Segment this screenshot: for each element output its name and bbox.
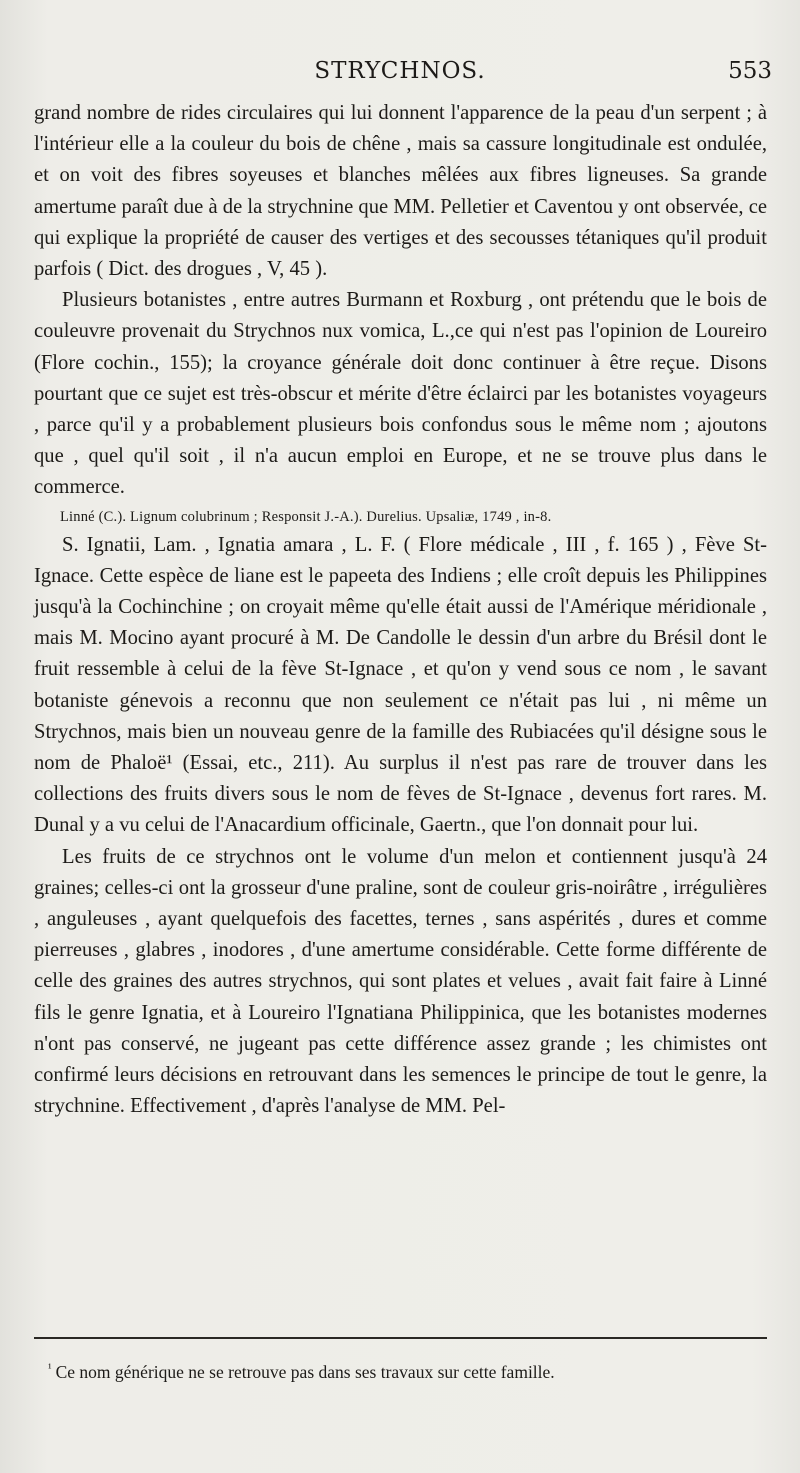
footnote-text: Ce nom générique ne se retrouve pas dans ses travaux sur cette famille.: [55, 1362, 555, 1382]
paragraph-1: grand nombre de rides circulaires qui lui donnent l'apparence de la peau d'un serpent ; à l'intérieur elle a la couleur du bois de chêne , mais sa cassure longitudinale est ondulée, et on voit des fibres soyeuses et blanches mêlées aux fibres ligneuses. Sa grande amertume paraît due à de la strychnine que MM. Pelletier et Caventou y ont observée, ce qui explique la propriété de causer des vertiges et des secousses tétaniques qu'il produit parfois ( Dict. des drogues , V, 45 ).: [34, 102, 767, 281]
running-head: [0, 58, 800, 92]
paragraph-3: S. Ignatii, Lam. , Ignatia amara , L. F. ( Flore médicale , III , f. 165 ) , Fève St-Ignace. Cette espèce de liane est le papeeta des Indiens ; elle croît depuis les Philippines jusqu'à la Cochinchine ; on croyait même qu'elle était aussi de l'Amérique méridionale , mais M. Mocino ayant procuré à M. De Candolle le dessin d'un arbre du Brésil dont le fruit ressemble à celui de la fève St-Ignace , et qu'on y vend sous ce nom , le savant botaniste génevois a reconnu que non seulement ce n'était pas lui , ni même un Strychnos, mais bien un nouveau genre de la famille des Rubiacées qu'il désigne sous le nom de Phaloë¹ (Essai, etc., 211). Au surplus il n'est pas rare de trouver dans les collections des fruits divers sous le nom de fèves de St-Ignace , devenus fort rares. M. Dunal y a vu celui de l'Anacardium officinale, Gaertn., que l'on donnait pour lui.: [34, 533, 767, 837]
footnote-divider: [34, 1337, 767, 1339]
running-title: STRYCHNOS.: [314, 58, 486, 84]
body-text: [34, 98, 767, 1123]
paragraph-4: Les fruits de ce strychnos ont le volume d'un melon et contiennent jusqu'à 24 graines; celles-ci ont la grosseur d'une praline, sont de couleur gris-noirâtre , irrégulières , anguleuses , ayant quelquefois des facettes, ternes , sans aspérités , dures et comme pierreuses , glabres , inodores , d'une amertume considérable. Cette forme différente de celle des graines des autres strychnos, qui sont plates et velues , avait fait faire à Linné fils le genre Ignatia, et à Loureiro l'Ignatiana Philippinica, que les botanistes modernes n'ont pas conservé, ne jugeant pas cette différence assez grande ; les chimistes ont confirmé leurs décisions en retrouvant dans les semences le principe de tout le genre, la strychnine. Effectivement , d'après l'analyse de MM. Pel-: [34, 845, 767, 1118]
page-number: 553: [728, 58, 772, 84]
footnote: [34, 1359, 767, 1387]
footnote-mark: ¹: [48, 1361, 52, 1375]
bibliographic-citation: Linné (C.). Lignum colubrinum ; Responsit J.-A.). Durelius. Upsaliæ, 1749 , in-8.: [60, 508, 552, 525]
paragraph-2: Plusieurs botanistes , entre autres Burmann et Roxburg , ont prétendu que le bois de couleuvre provenait du Strychnos nux vomica, L.,ce qui n'est pas l'opinion de Loureiro (Flore cochin., 155); la croyance générale doit donc continuer à être reçue. Disons pourtant que ce sujet est très-obscur et mérite d'être éclairci par les botanistes voyageurs , parce qu'il y a probablement plusieurs bois confondus sous le même nom ; ajoutons que , quel qu'il soit , il n'a aucun emploi en Europe, et ne se trouve plus dans le commerce.: [34, 289, 767, 499]
